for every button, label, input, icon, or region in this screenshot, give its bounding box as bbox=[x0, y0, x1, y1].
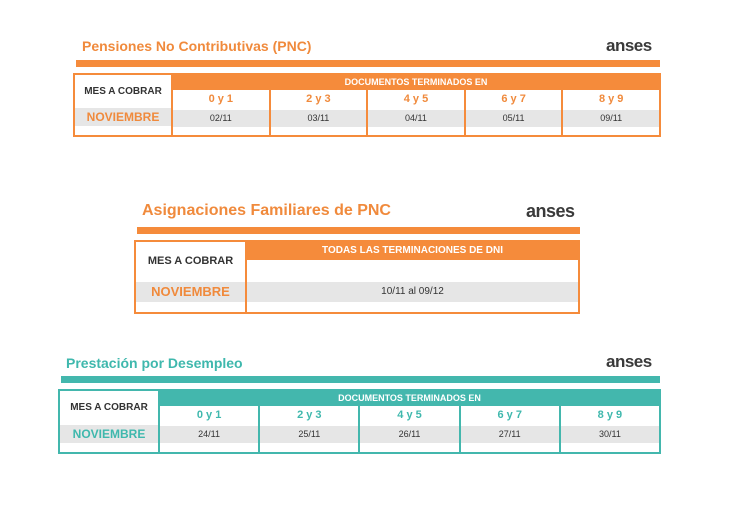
asig-month: NOVIEMBRE bbox=[136, 282, 245, 302]
desempleo-section bbox=[0, 340, 731, 470]
desempleo-col-label: 6 y 7 bbox=[497, 409, 522, 421]
pnc-col-date: 02/11 bbox=[173, 110, 269, 127]
desempleo-title: Prestación por Desempleo bbox=[66, 355, 243, 371]
pnc-month: NOVIEMBRE bbox=[75, 108, 171, 126]
pnc-section bbox=[0, 0, 731, 150]
asig-header: TODAS LAS TERMINACIONES DE DNI bbox=[247, 242, 578, 260]
desempleo-col-0 bbox=[160, 406, 258, 452]
pnc-col-date: 09/11 bbox=[563, 110, 659, 127]
pnc-col-label: 2 y 3 bbox=[306, 93, 331, 105]
pnc-col-0 bbox=[173, 90, 269, 135]
desempleo-col-2 bbox=[358, 406, 458, 452]
desempleo-header: DOCUMENTOS TERMINADOS EN bbox=[160, 391, 659, 406]
anses-logo: anses bbox=[526, 201, 575, 221]
pnc-title-bar bbox=[76, 60, 660, 67]
pnc-col-label: 4 y 5 bbox=[403, 93, 429, 105]
desempleo-title-bar bbox=[61, 376, 660, 383]
desempleo-month: NOVIEMBRE bbox=[60, 425, 158, 443]
desempleo-mes-label: MES A COBRAR bbox=[70, 402, 148, 413]
pnc-table bbox=[73, 73, 661, 137]
asig-section bbox=[0, 190, 731, 320]
pnc-col-date: 05/11 bbox=[466, 110, 562, 127]
pnc-col-label: 0 y 1 bbox=[208, 93, 234, 105]
desempleo-mes-column bbox=[60, 391, 160, 452]
desempleo-col-date: 27/11 bbox=[461, 426, 559, 443]
desempleo-table bbox=[58, 389, 661, 454]
pnc-col-label: 8 y 9 bbox=[598, 93, 624, 105]
pnc-col-3 bbox=[464, 90, 562, 135]
desempleo-col-label: 8 y 9 bbox=[597, 409, 623, 421]
desempleo-col-date: 26/11 bbox=[360, 426, 458, 443]
pnc-mes-label: MES A COBRAR bbox=[84, 86, 162, 97]
desempleo-col-4 bbox=[559, 406, 659, 452]
asig-mes-label: MES A COBRAR bbox=[147, 255, 234, 267]
asig-table bbox=[134, 240, 580, 314]
desempleo-col-date: 30/11 bbox=[561, 426, 659, 443]
desempleo-col-label: 4 y 5 bbox=[397, 409, 422, 421]
desempleo-columns bbox=[160, 406, 659, 452]
pnc-header: DOCUMENTOS TERMINADOS EN bbox=[173, 75, 659, 90]
pnc-col-label: 6 y 7 bbox=[501, 93, 526, 105]
asig-mes-column bbox=[136, 242, 247, 312]
pnc-mes-column bbox=[75, 75, 173, 135]
desempleo-col-1 bbox=[258, 406, 358, 452]
asig-range: 10/11 al 09/12 bbox=[247, 282, 578, 302]
pnc-col-date: 03/11 bbox=[271, 110, 367, 127]
pnc-title: Pensiones No Contributivas (PNC) bbox=[82, 38, 312, 54]
pnc-col-4 bbox=[561, 90, 659, 135]
desempleo-col-3 bbox=[459, 406, 559, 452]
pnc-col-2 bbox=[366, 90, 464, 135]
desempleo-col-date: 25/11 bbox=[260, 426, 358, 443]
pnc-columns bbox=[173, 90, 659, 135]
pnc-col-1 bbox=[269, 90, 367, 135]
anses-logo: anses bbox=[606, 36, 652, 55]
asig-title: Asignaciones Familiares de PNC bbox=[142, 202, 391, 219]
anses-logo: anses bbox=[606, 352, 652, 371]
desempleo-col-label: 0 y 1 bbox=[196, 409, 222, 421]
desempleo-col-date: 24/11 bbox=[160, 426, 258, 443]
desempleo-col-label: 2 y 3 bbox=[297, 409, 322, 421]
asig-title-bar bbox=[137, 227, 580, 234]
pnc-col-date: 04/11 bbox=[368, 110, 464, 127]
